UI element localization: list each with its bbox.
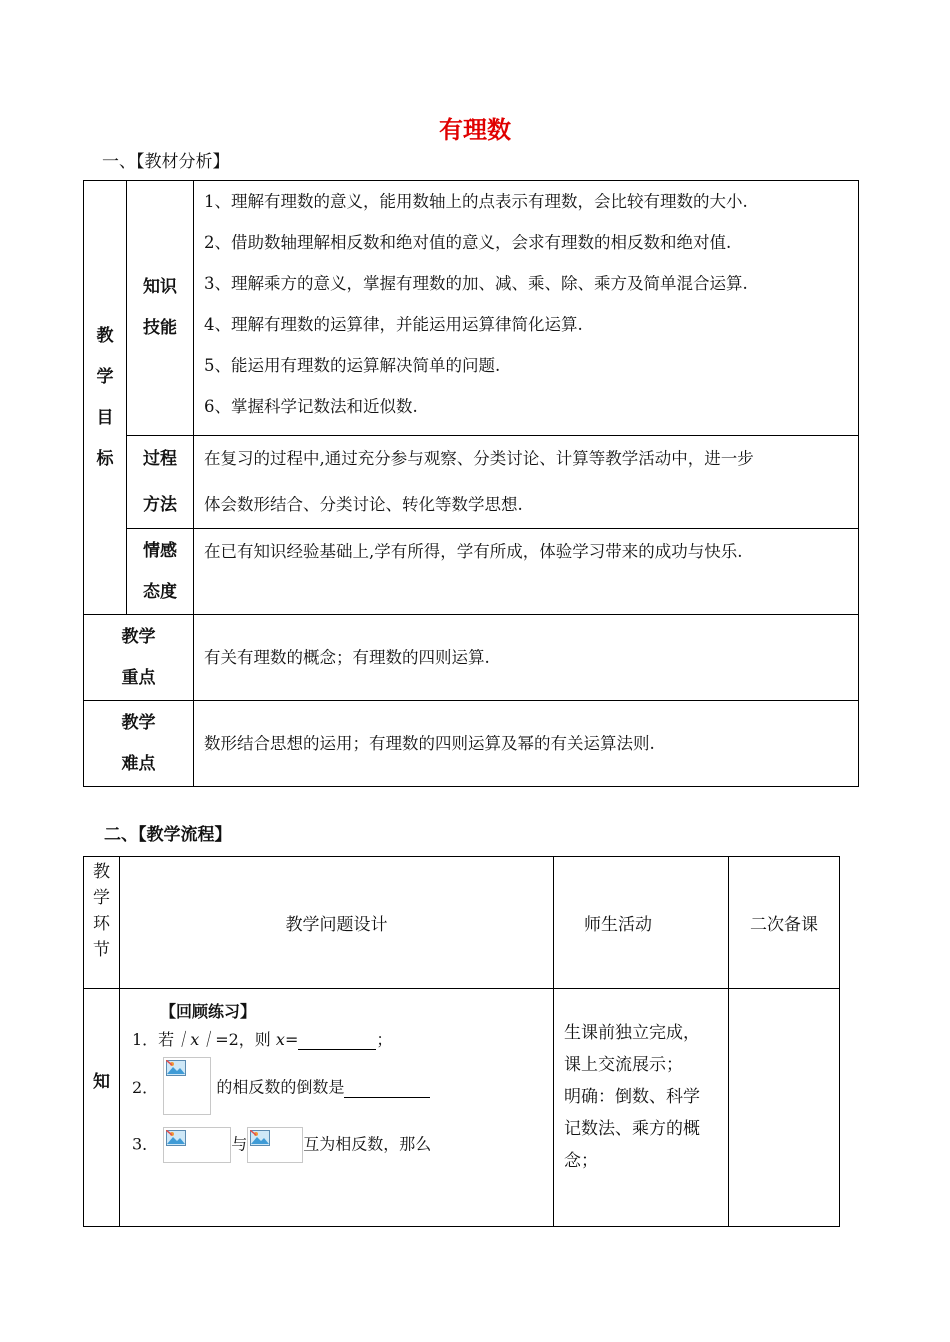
stage-cell: 知 bbox=[84, 989, 120, 1227]
secondary-header: 二次备课 bbox=[729, 857, 840, 989]
stage-header: 教 学 环 节 bbox=[84, 857, 120, 989]
knowledge-label: 知识 技能 bbox=[127, 181, 194, 436]
design-header: 教学问题设计 bbox=[120, 857, 554, 989]
secondary-cell bbox=[729, 989, 840, 1227]
activity-cell: 生课前独立完成， 课上交流展示； 明确：倒数、科学 记数法、乘方的概 念； bbox=[554, 989, 729, 1227]
answer-blank[interactable] bbox=[298, 1030, 376, 1050]
activity-header: 师生活动 bbox=[554, 857, 729, 989]
process-text: 在复习的过程中,通过充分参与观察、分类讨论、计算等教学活动中，进一步 体会数形结合、分类讨论、转化等数学思想. bbox=[194, 436, 859, 529]
formula-image-placeholder bbox=[247, 1127, 303, 1163]
question-3: 3． 与 互为相反数，那么 bbox=[132, 1127, 431, 1163]
formula-image-placeholder bbox=[163, 1127, 231, 1163]
knowledge-item: 5、能运用有理数的运算解决简单的问题. bbox=[204, 356, 501, 375]
question-1: 1．若｜x｜=2，则 x= ； bbox=[132, 1030, 393, 1049]
knowledge-items bbox=[194, 181, 859, 436]
knowledge-item: 1、理解有理数的意义，能用数轴上的点表示有理数，会比较有理数的大小. bbox=[204, 192, 748, 211]
formula-image-placeholder bbox=[163, 1057, 211, 1115]
section-heading-flow: 二、【教学流程】 bbox=[104, 825, 232, 845]
difficulties-label: 教学 难点 bbox=[84, 701, 194, 787]
flow-table bbox=[83, 856, 840, 1227]
emotion-text: 在已有知识经验基础上,学有所得，学有所成，体验学习带来的成功与快乐. bbox=[194, 529, 859, 615]
goals-label: 教 学 目 标 bbox=[84, 181, 127, 615]
analysis-table bbox=[83, 180, 859, 787]
process-label: 过程 方法 bbox=[127, 436, 194, 529]
section-heading-analysis: 一、【教材分析】 bbox=[102, 152, 230, 172]
image-icon bbox=[250, 1130, 270, 1146]
question-2: 2． 的相反数的倒数是 bbox=[132, 1059, 430, 1117]
knowledge-item: 4、理解有理数的运算律，并能运用运算律简化运算. bbox=[204, 315, 583, 334]
knowledge-item: 6、掌握科学记数法和近似数. bbox=[204, 397, 418, 416]
page-title: 有理数 bbox=[439, 116, 511, 144]
key-points-label: 教学 重点 bbox=[84, 615, 194, 701]
image-icon bbox=[166, 1060, 186, 1076]
design-cell bbox=[120, 989, 554, 1227]
knowledge-item: 2、借助数轴理解相反数和绝对值的意义，会求有理数的相反数和绝对值. bbox=[204, 233, 732, 252]
emotion-label: 情感 态度 bbox=[127, 529, 194, 615]
answer-blank[interactable] bbox=[344, 1078, 430, 1098]
key-points-text: 有关有理数的概念；有理数的四则运算. bbox=[194, 615, 859, 701]
review-title: 【回顾练习】 bbox=[160, 1002, 257, 1021]
image-icon bbox=[166, 1130, 186, 1146]
difficulties-text: 数形结合思想的运用；有理数的四则运算及幂的有关运算法则. bbox=[194, 701, 859, 787]
knowledge-item: 3、理解乘方的意义，掌握有理数的加、减、乘、除、乘方及简单混合运算. bbox=[204, 274, 748, 293]
